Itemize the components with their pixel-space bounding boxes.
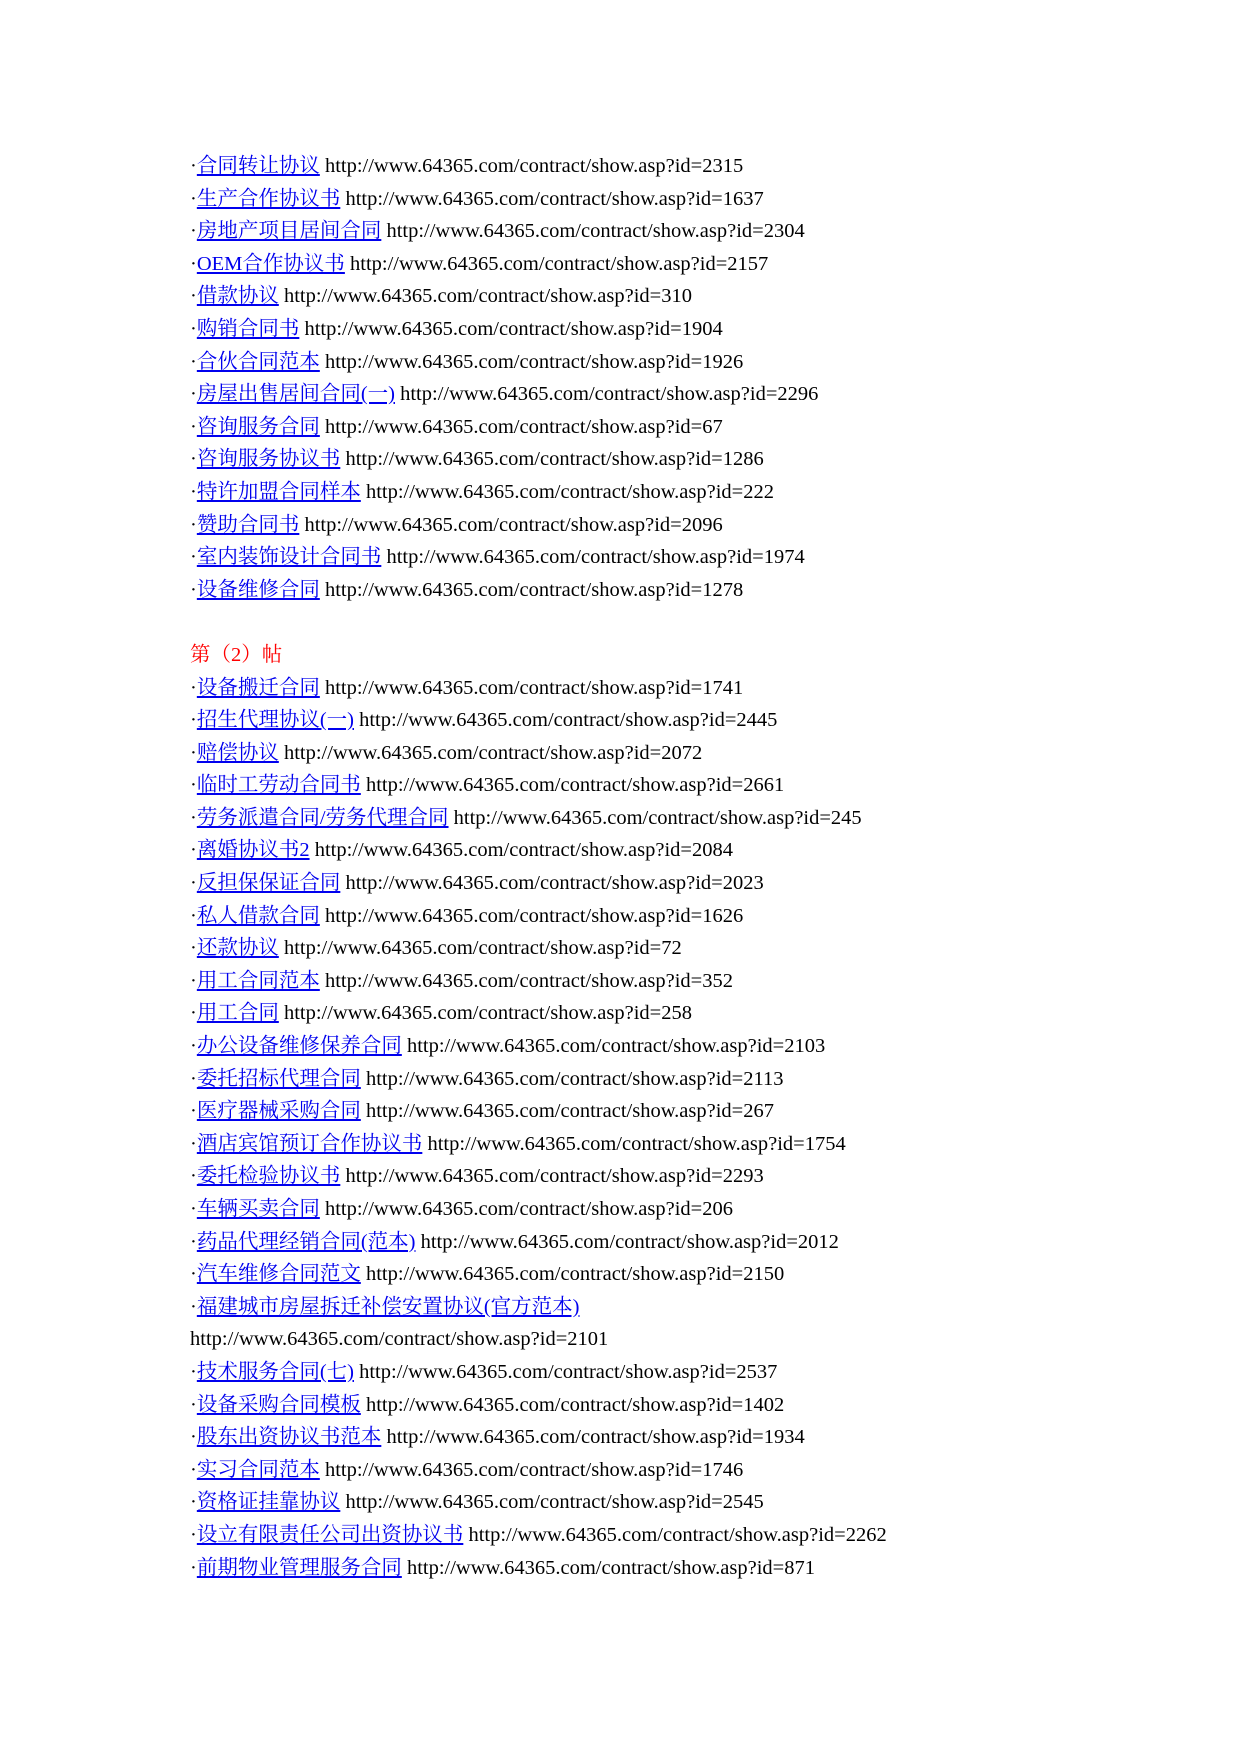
contract-link[interactable]: 酒店宾馆预订合作协议书	[196, 1132, 423, 1155]
bullet: ·	[190, 448, 197, 471]
contract-list-1	[190, 150, 1190, 606]
contract-url: http://www.64365.com/contract/show.asp?id=267	[365, 1100, 774, 1123]
contract-link[interactable]: 赔偿协议	[196, 741, 279, 764]
contract-link[interactable]: 实习合同范本	[196, 1458, 320, 1481]
contract-url: http://www.64365.com/contract/show.asp?id=2103	[406, 1035, 826, 1058]
contract-url: http://www.64365.com/contract/show.asp?id=1286	[345, 448, 764, 471]
contract-url: http://www.64365.com/contract/show.asp?id=206	[324, 1198, 733, 1220]
bullet: ·	[190, 317, 197, 340]
contract-link[interactable]: 私人借款合同	[196, 904, 320, 927]
list-item	[190, 834, 1190, 867]
contract-url: http://www.64365.com/contract/show.asp?id=2012	[420, 1230, 839, 1253]
bullet: ·	[190, 1360, 197, 1383]
contract-url: http://www.64365.com/contract/show.asp?id=1904	[304, 317, 723, 340]
contract-link[interactable]: OEM合作协议书	[196, 252, 345, 275]
list-item	[190, 183, 1190, 216]
list-item	[190, 541, 1190, 574]
contract-link[interactable]: 劳务派遣合同/劳务代理合同	[196, 806, 449, 829]
contract-url: http://www.64365.com/contract/show.asp?id=2101	[190, 1328, 609, 1351]
list-item	[190, 346, 1190, 379]
contract-link[interactable]: 生产合作协议书	[196, 187, 341, 210]
bullet: ·	[190, 1426, 197, 1449]
contract-url: http://www.64365.com/contract/show.asp?id=1626	[324, 904, 744, 927]
contract-link[interactable]: 室内装饰设计合同书	[196, 546, 382, 569]
contract-link[interactable]: 福建城市房屋拆迁补偿安置协议(官方范本)	[196, 1295, 580, 1318]
list-item-continuation	[190, 1323, 1190, 1356]
bullet: ·	[190, 872, 197, 895]
contract-url: http://www.64365.com/contract/show.asp?id=1974	[386, 546, 805, 569]
bullet: ·	[190, 774, 197, 797]
contract-link[interactable]: 反担保保证合同	[196, 872, 341, 895]
bullet: ·	[190, 1393, 197, 1416]
bullet: ·	[190, 1458, 197, 1481]
bullet: ·	[190, 1132, 197, 1155]
contract-url: http://www.64365.com/contract/show.asp?id=2150	[365, 1263, 785, 1286]
list-item	[190, 1226, 1190, 1259]
bullet: ·	[190, 1067, 197, 1090]
bullet: ·	[190, 1165, 197, 1188]
bullet: ·	[190, 969, 197, 992]
contract-link[interactable]: 临时工劳动合同书	[196, 774, 361, 797]
contract-link[interactable]: 房地产项目居间合同	[196, 220, 382, 243]
contract-link[interactable]: 合同转让协议	[196, 155, 320, 177]
contract-link[interactable]: 用工合同	[196, 1002, 279, 1025]
list-item	[190, 280, 1190, 313]
list-item	[190, 1063, 1190, 1096]
list-item	[190, 574, 1190, 607]
list-item	[190, 1454, 1190, 1487]
bullet: ·	[190, 546, 197, 569]
contract-url: http://www.64365.com/contract/show.asp?id=72	[283, 937, 682, 960]
bullet: ·	[190, 1230, 197, 1253]
contract-link[interactable]: 汽车维修合同范文	[196, 1263, 361, 1286]
list-item	[190, 1421, 1190, 1454]
contract-url: http://www.64365.com/contract/show.asp?id=2084	[314, 839, 733, 862]
list-item	[190, 900, 1190, 933]
contract-url: http://www.64365.com/contract/show.asp?id=2113	[365, 1067, 784, 1090]
contract-link[interactable]: 赞助合同书	[196, 513, 300, 536]
contract-url: http://www.64365.com/contract/show.asp?id=2023	[345, 872, 764, 895]
list-item	[190, 965, 1190, 998]
bullet: ·	[190, 513, 197, 536]
contract-url: http://www.64365.com/contract/show.asp?id=2157	[350, 252, 769, 275]
bullet: ·	[190, 252, 197, 275]
bullet: ·	[190, 741, 197, 764]
bullet: ·	[190, 1035, 197, 1058]
list-item	[190, 1519, 1190, 1552]
bullet: ·	[190, 1198, 197, 1220]
contract-url: http://www.64365.com/contract/show.asp?id=871	[406, 1556, 815, 1579]
contract-link[interactable]: 设立有限责任公司出资协议书	[196, 1523, 464, 1546]
list-item	[190, 509, 1190, 542]
section-spacer	[190, 606, 1190, 639]
list-item	[190, 997, 1190, 1030]
contract-link[interactable]: 用工合同范本	[196, 969, 320, 992]
bullet: ·	[190, 1556, 197, 1579]
contract-url: http://www.64365.com/contract/show.asp?id=2293	[345, 1165, 764, 1188]
contract-link[interactable]: 药品代理经销合同(范本)	[196, 1230, 416, 1253]
contract-link[interactable]: 设备维修合同	[196, 578, 320, 601]
contract-link[interactable]: 前期物业管理服务合同	[196, 1556, 402, 1579]
contract-url: http://www.64365.com/contract/show.asp?id=2661	[365, 774, 785, 797]
contract-link[interactable]: 咨询服务协议书	[196, 448, 341, 471]
list-item	[190, 1258, 1190, 1291]
bullet: ·	[190, 709, 197, 732]
contract-url: http://www.64365.com/contract/show.asp?id=2296	[400, 383, 819, 406]
list-item	[190, 867, 1190, 900]
contract-url: http://www.64365.com/contract/show.asp?id=222	[365, 480, 774, 503]
contract-link[interactable]: 合伙合同范本	[196, 350, 320, 373]
list-item	[190, 1552, 1190, 1585]
list-item	[190, 932, 1190, 965]
list-item	[190, 1030, 1190, 1063]
contract-link[interactable]: 股东出资协议书范本	[196, 1426, 382, 1449]
contract-link[interactable]: 医疗器械采购合同	[196, 1100, 361, 1123]
list-item	[190, 411, 1190, 444]
contract-url: http://www.64365.com/contract/show.asp?id=310	[283, 285, 692, 308]
bullet: ·	[190, 285, 197, 308]
bullet: ·	[190, 350, 197, 373]
bullet: ·	[190, 1491, 197, 1514]
contract-url: http://www.64365.com/contract/show.asp?id=2304	[386, 220, 805, 243]
contract-url: http://www.64365.com/contract/show.asp?id=245	[453, 806, 862, 829]
bullet: ·	[190, 220, 197, 243]
list-item	[190, 1160, 1190, 1193]
list-item	[190, 1389, 1190, 1422]
contract-url: http://www.64365.com/contract/show.asp?id=2072	[283, 741, 703, 764]
list-item	[190, 150, 1190, 183]
bullet: ·	[190, 1523, 197, 1546]
contract-link[interactable]: 车辆买卖合同	[196, 1198, 320, 1220]
section-heading: 第（2）帖	[190, 643, 283, 666]
contract-url: http://www.64365.com/contract/show.asp?id=1741	[324, 676, 744, 699]
list-item	[190, 215, 1190, 248]
list-item	[190, 476, 1190, 509]
bullet: ·	[190, 480, 197, 503]
bullet: ·	[190, 155, 197, 177]
list-item	[190, 704, 1190, 737]
contract-url: http://www.64365.com/contract/show.asp?id=67	[324, 415, 723, 438]
bullet: ·	[190, 839, 197, 862]
contract-link[interactable]: 设备采购合同模板	[196, 1393, 361, 1416]
contract-url: http://www.64365.com/contract/show.asp?id=2262	[468, 1523, 887, 1546]
contract-link[interactable]: 房屋出售居间合同(一)	[196, 383, 395, 406]
list-item	[190, 672, 1190, 705]
list-item	[190, 1486, 1190, 1519]
list-item	[190, 1128, 1190, 1161]
contract-url: http://www.64365.com/contract/show.asp?id=1278	[324, 578, 744, 601]
list-item	[190, 769, 1190, 802]
bullet: ·	[190, 904, 197, 927]
list-item	[190, 1356, 1190, 1389]
contract-link[interactable]: 委托检验协议书	[196, 1165, 341, 1188]
contract-url: http://www.64365.com/contract/show.asp?id=2537	[359, 1360, 778, 1383]
contract-link[interactable]: 委托招标代理合同	[196, 1067, 361, 1090]
list-item	[190, 248, 1190, 281]
contract-link[interactable]: 咨询服务合同	[196, 415, 320, 438]
list-item	[190, 1095, 1190, 1128]
contract-url: http://www.64365.com/contract/show.asp?id=2445	[359, 709, 778, 732]
contract-url: http://www.64365.com/contract/show.asp?id=352	[324, 969, 733, 992]
list-item	[190, 1193, 1190, 1226]
contract-link[interactable]: 技术服务合同(七)	[196, 1360, 354, 1383]
contract-url: http://www.64365.com/contract/show.asp?id=1637	[345, 187, 764, 210]
bullet: ·	[190, 1002, 197, 1025]
contract-link[interactable]: 购销合同书	[196, 317, 300, 340]
contract-link[interactable]: 办公设备维修保养合同	[196, 1035, 402, 1058]
list-item	[190, 313, 1190, 346]
contract-url: http://www.64365.com/contract/show.asp?id=2545	[345, 1491, 764, 1514]
contract-url: http://www.64365.com/contract/show.asp?id=1754	[427, 1132, 846, 1155]
contract-link[interactable]: 资格证挂靠协议	[196, 1491, 341, 1514]
list-item	[190, 1291, 1190, 1324]
bullet: ·	[190, 415, 197, 438]
list-item	[190, 443, 1190, 476]
contract-link[interactable]: 离婚协议书2	[196, 839, 310, 862]
contract-link[interactable]: 设备搬迁合同	[196, 676, 320, 699]
bullet: ·	[190, 578, 197, 601]
bullet: ·	[190, 187, 197, 210]
bullet: ·	[190, 1263, 197, 1286]
contract-link[interactable]: 招生代理协议(一)	[196, 709, 354, 732]
contract-link[interactable]: 特许加盟合同样本	[196, 480, 361, 503]
bullet: ·	[190, 937, 197, 960]
document-page	[190, 150, 1190, 1584]
contract-list-2	[190, 672, 1190, 1585]
bullet: ·	[190, 383, 197, 406]
bullet: ·	[190, 1295, 197, 1318]
contract-url: http://www.64365.com/contract/show.asp?id=258	[283, 1002, 692, 1025]
contract-url: http://www.64365.com/contract/show.asp?id=1934	[386, 1426, 805, 1449]
contract-link[interactable]: 还款协议	[196, 937, 279, 960]
list-item	[190, 802, 1190, 835]
contract-url: http://www.64365.com/contract/show.asp?id=1402	[365, 1393, 785, 1416]
contract-link[interactable]: 借款协议	[196, 285, 279, 308]
bullet: ·	[190, 806, 197, 829]
bullet: ·	[190, 1100, 197, 1123]
list-item	[190, 737, 1190, 770]
list-item	[190, 378, 1190, 411]
contract-url: http://www.64365.com/contract/show.asp?id=2096	[304, 513, 723, 536]
bullet: ·	[190, 676, 197, 699]
contract-url: http://www.64365.com/contract/show.asp?id=1746	[324, 1458, 744, 1481]
contract-url: http://www.64365.com/contract/show.asp?id=2315	[324, 155, 744, 177]
contract-url: http://www.64365.com/contract/show.asp?id=1926	[324, 350, 744, 373]
